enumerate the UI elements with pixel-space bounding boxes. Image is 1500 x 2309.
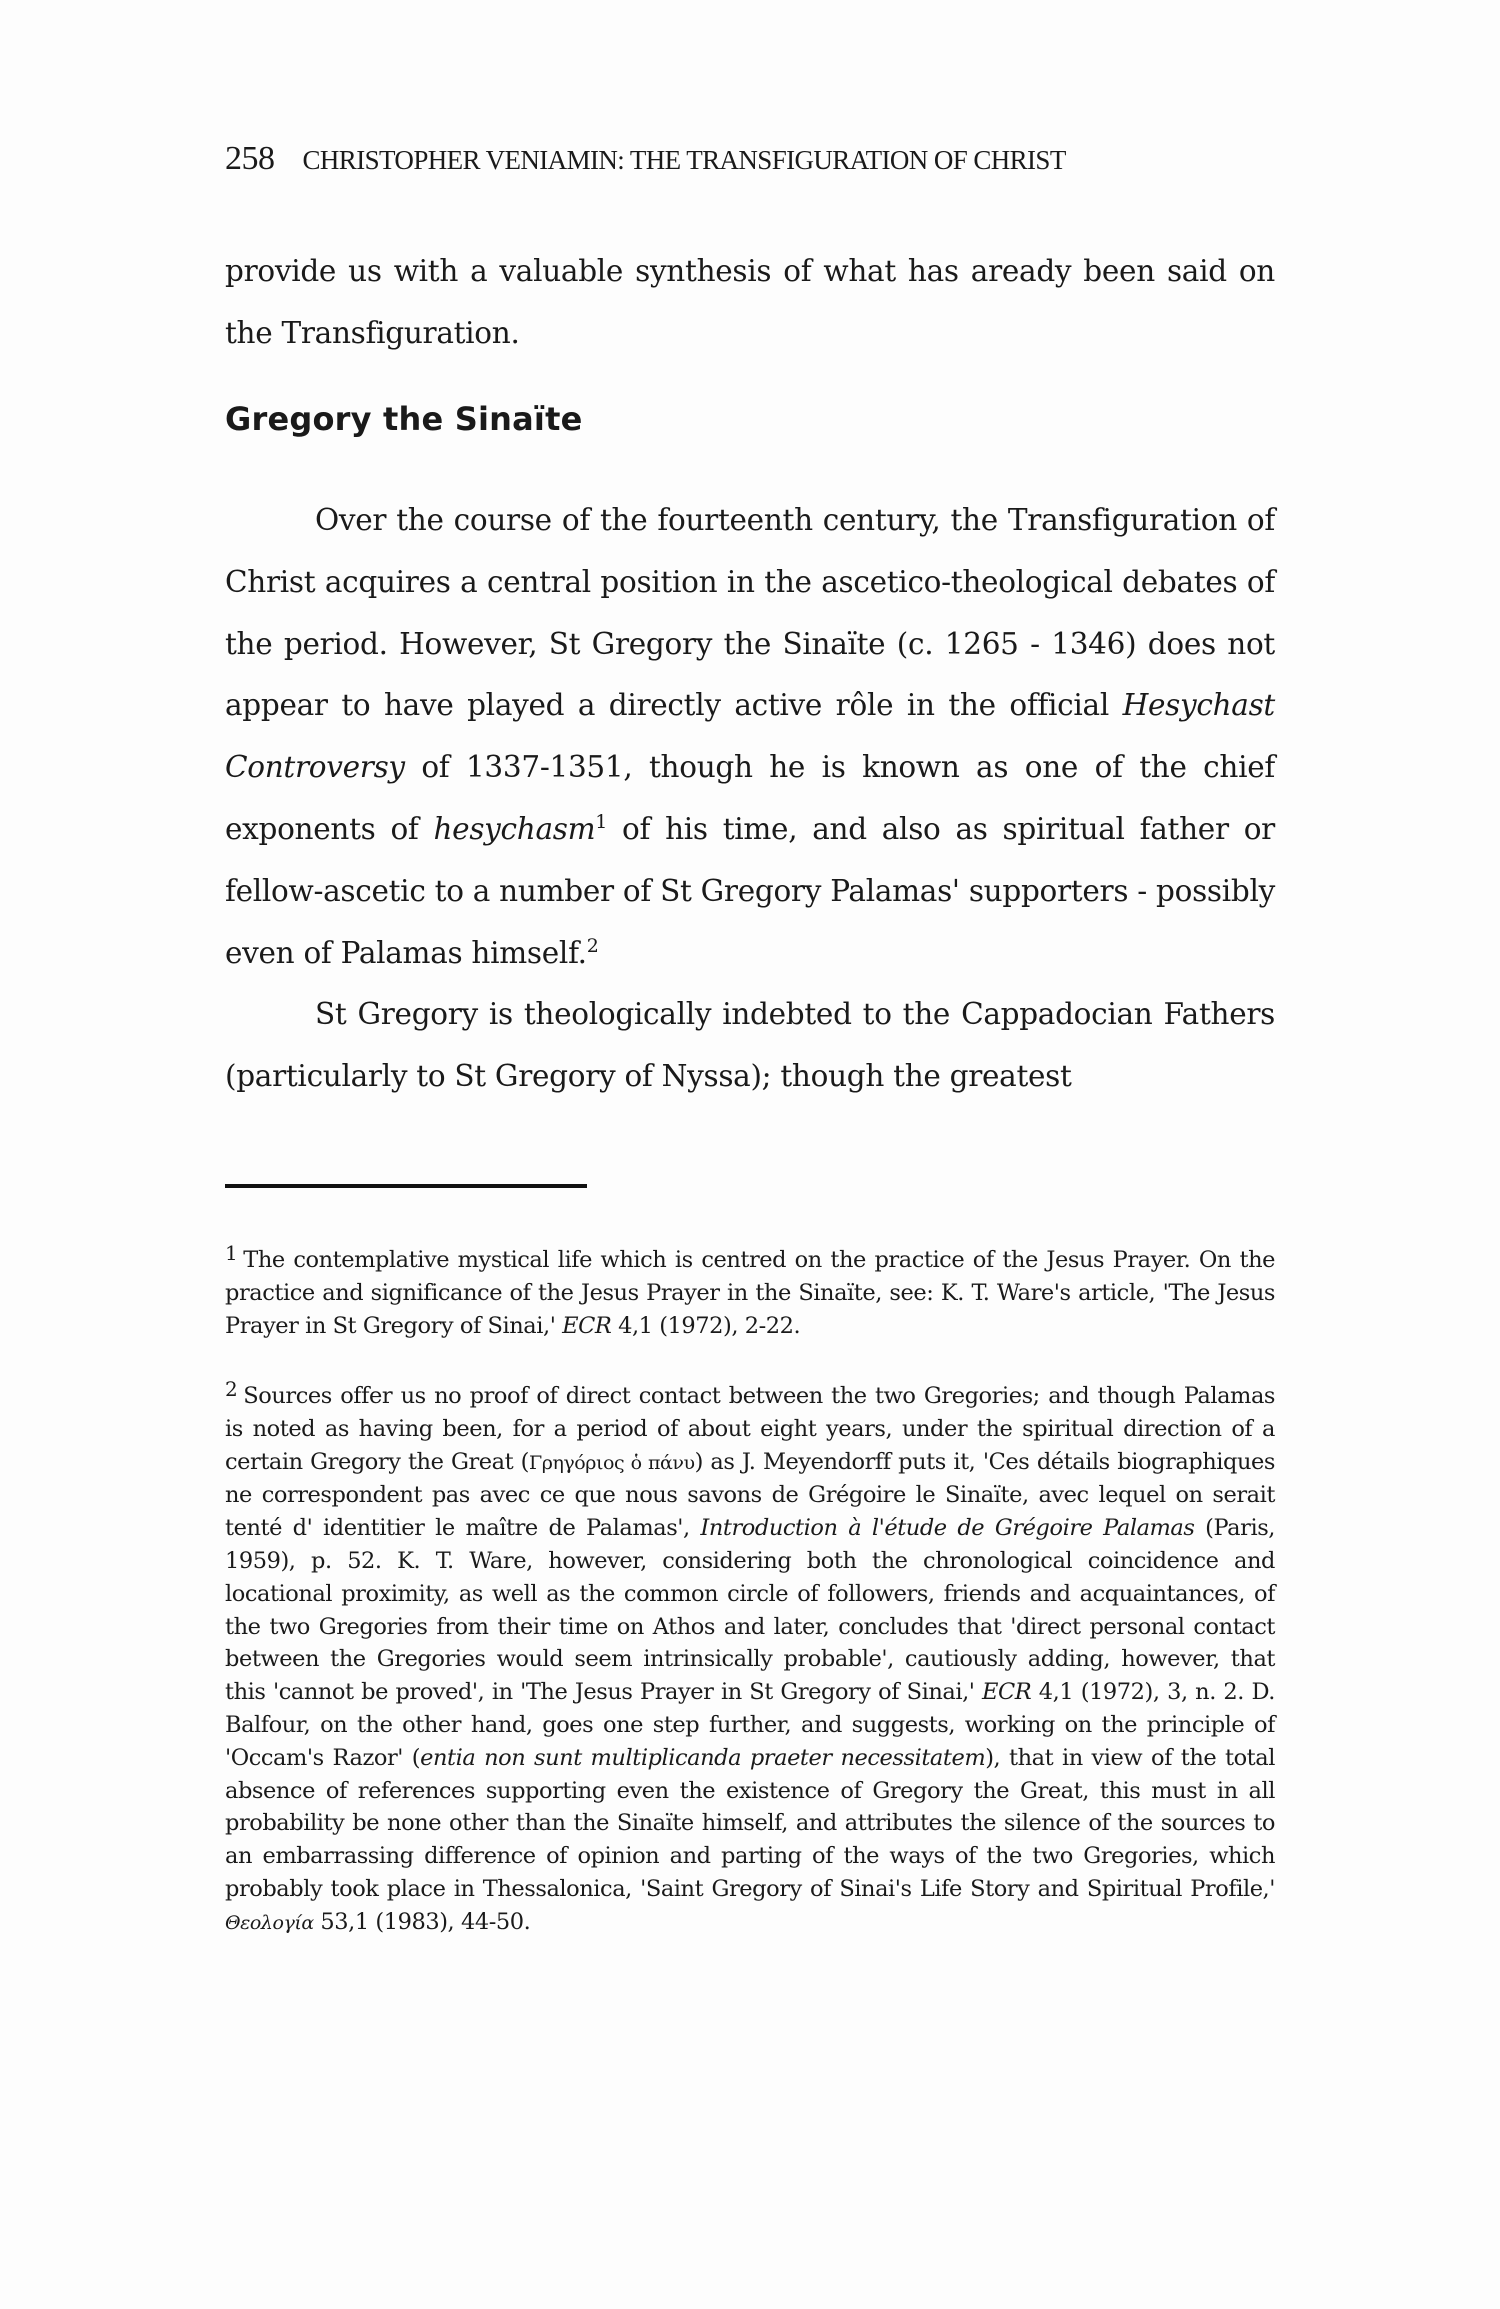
paragraph-1-text: Over the course of the fourteenth century, the Transfiguration of Christ acquires a central position in the ascetico-theological debates of the period. However, St Gregory the Sinaïte (c. 1265 - 1346) does not appear to have played a directly active rôle in the official — [225, 503, 1275, 723]
footnote-text: 53,1 (1983), 44-50. — [313, 1908, 531, 1935]
paragraph-1-text: of his time, and also as spiritual father or fellow-ascetic to a number of St Gregory Palamas' supporters - possibly even of Palamas himself. — [225, 811, 1275, 970]
latin-phrase: entia non sunt multiplicanda praeter necessitatem — [420, 1744, 986, 1771]
greek-phrase: Γρηγόριος ὁ πάνυ — [529, 1451, 695, 1474]
book-title: Introduction à l'étude de Grégoire Palamas — [700, 1515, 1195, 1542]
footnote-text: The contemplative mystical life which is centred on the practice of the Jesus Prayer. On the practice and significance of the Jesus Prayer in the Sinaïte, see: K. T. Ware's article, 'The Jesus Prayer in St Gregory of Sinai,' — [225, 1247, 1275, 1339]
footnote-text: Sources offer us no proof of direct contact between the two Gregories; and though Palamas is noted as having been, for a period of about eight years, under the spiritual direction of a certain Gregory the Great ( — [225, 1383, 1275, 1475]
italic-term: hesychasm — [433, 811, 596, 846]
footnote-reference-1[interactable]: 1 — [595, 810, 608, 833]
journal-abbrev: ECR — [562, 1312, 612, 1339]
section-heading: Gregory the Sinaïte — [225, 400, 583, 438]
intro-paragraph-text: provide us with a valuable synthesis of what has aready been said on the Transfiguration. — [225, 254, 1275, 350]
main-body — [225, 490, 1275, 1108]
footnote-separator — [225, 1184, 587, 1188]
intro-paragraph — [225, 241, 1275, 365]
footnote-text: ) as J. Meyendorff puts it, 'Ces détails biographiques ne correspondent pas avec ce que nous savons de Grégoire le Sinaïte, avec lequel on serait tenté d' identitier le maître de Palamas', — [225, 1448, 1275, 1542]
running-head-title: CHRISTOPHER VENIAMIN: THE TRANSFIGURATION OF CHRIST — [302, 145, 1066, 175]
paragraph-1-text: of 1337-1351, though he is known as one of the chief exponents of — [225, 750, 1275, 846]
journal-title-greek: Θεολογία — [225, 1911, 314, 1934]
italic-term: Hesychast Controversy — [225, 688, 1275, 785]
paragraph-1 — [225, 490, 1275, 984]
footnote-text: (Paris, 1959), p. 52. K. T. Ware, however, considering both the chronological coincidence and locational proximity, as well as the common circle of followers, friends and acquaintances, of the two Gregories from their time on Athos and later, concludes that 'direct personal contact between the Gregories would seem intrinsically probable', cautiously adding, however, that this 'cannot be proved', in 'The Jesus Prayer in St Gregory of Sinai,' — [225, 1515, 1275, 1706]
footnote-text: 4,1 (1972), 2-22. — [611, 1312, 801, 1339]
footnote-mark: 2 — [225, 1377, 238, 1401]
footnote-1 — [225, 1237, 1275, 1342]
footnote-reference-2[interactable]: 2 — [586, 934, 599, 957]
footnote-text: 4,1 (1972), 3, n. 2. D. Balfour, on the other hand, goes one step further, and suggests, working on the principle of 'Occam's Razor' ( — [225, 1679, 1275, 1771]
journal-abbrev: ECR — [982, 1679, 1032, 1706]
running-head — [225, 140, 1275, 178]
paragraph-2: St Gregory is theologically indebted to the Cappadocian Fathers (particularly to St Gregory of Nyssa); though the greatest — [225, 997, 1275, 1094]
footnote-text: ), that in view of the total absence of references supporting even the existence of Gregory the Great, this must in all probability be none other than the Sinaïte himself, and attributes the silence of the sources to an embarrassing difference of opinion and parting of the ways of the two Gregories, which probably took place in Thessalonica, 'Saint Gregory of Sinai's Life Story and Spiritual Profile,' — [225, 1744, 1275, 1902]
page-number: 258 — [225, 140, 275, 177]
footnote-2 — [225, 1373, 1275, 1940]
footnote-mark: 1 — [225, 1241, 238, 1265]
